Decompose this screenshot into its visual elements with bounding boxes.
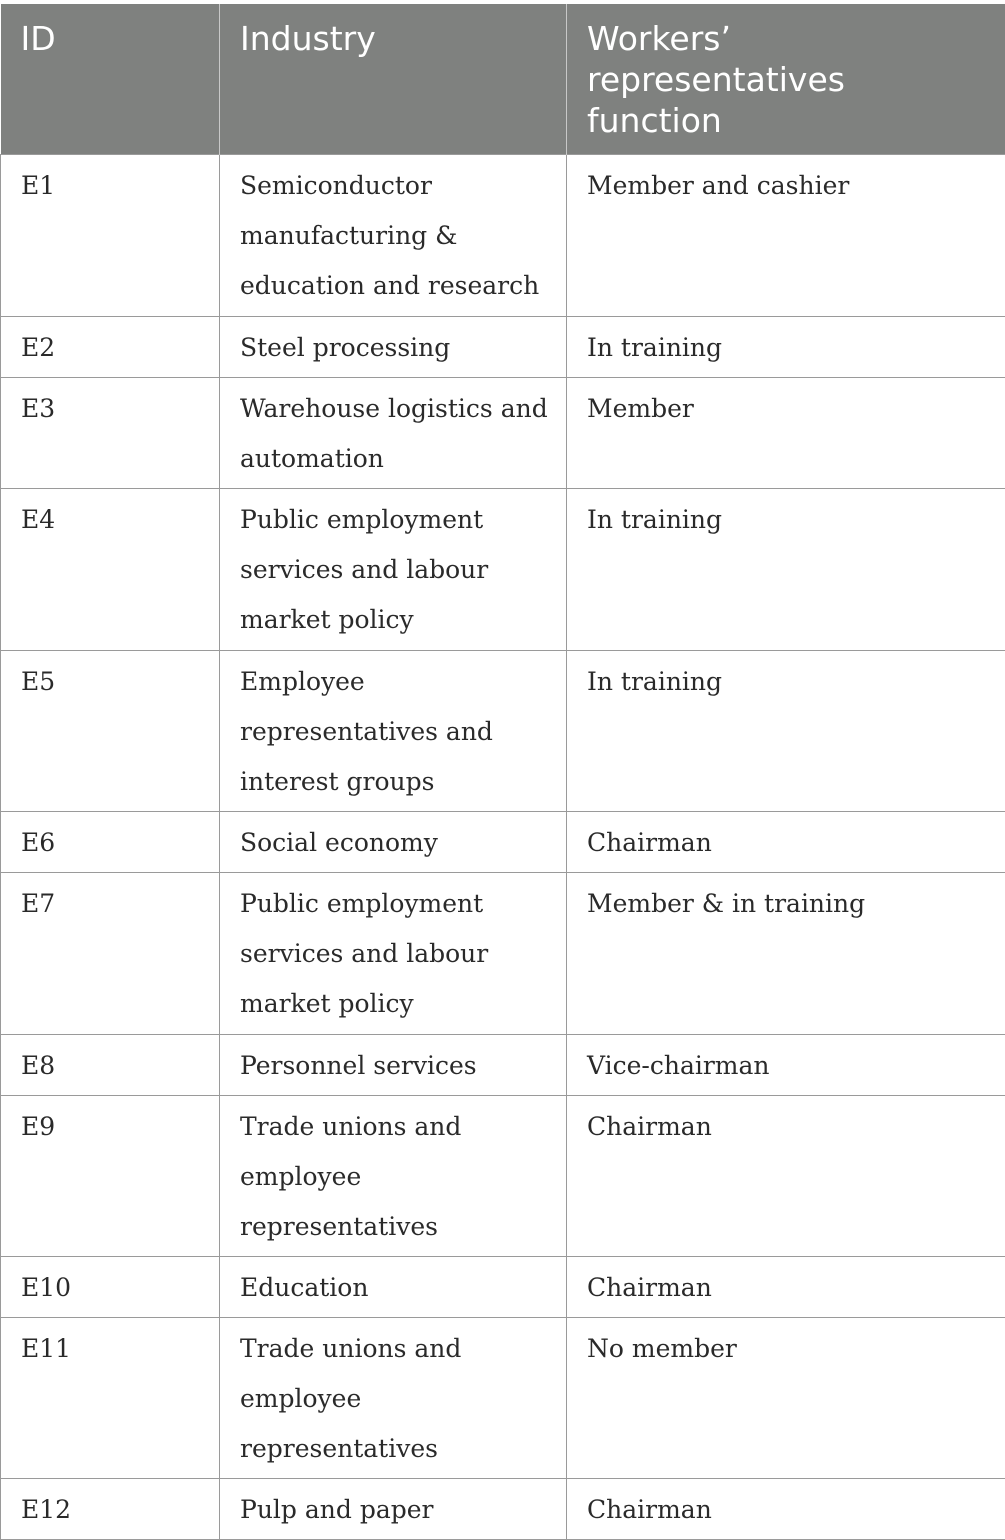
- table-row: [1, 873, 1005, 1035]
- cell-industry: Pulp and paper: [220, 1479, 567, 1540]
- cell-function: Chairman: [567, 1257, 1005, 1318]
- table-row: [1, 489, 1005, 651]
- table-row: [1, 1479, 1005, 1540]
- cell-function: Chairman: [567, 812, 1005, 873]
- cell-function: Member: [567, 378, 1005, 489]
- cell-id: E5: [1, 651, 220, 812]
- header-id: ID: [1, 4, 220, 155]
- table-row: [1, 1096, 1005, 1257]
- table-row: [1, 378, 1005, 489]
- cell-function: Vice-chairman: [567, 1035, 1005, 1096]
- cell-industry: Public employment services and labour market policy: [220, 489, 567, 651]
- cell-id: E11: [1, 1318, 220, 1479]
- cell-function: Member and cashier: [567, 155, 1005, 317]
- cell-id: E7: [1, 873, 220, 1035]
- table-header-row: [1, 4, 1005, 155]
- cell-function: Chairman: [567, 1479, 1005, 1540]
- cell-id: E1: [1, 155, 220, 317]
- cell-industry: Trade unions and employee representatives: [220, 1318, 567, 1479]
- cell-id: E10: [1, 1257, 220, 1318]
- cell-industry: Education: [220, 1257, 567, 1318]
- cell-function: In training: [567, 489, 1005, 651]
- cell-id: E8: [1, 1035, 220, 1096]
- cell-id: E6: [1, 812, 220, 873]
- table-row: [1, 1035, 1005, 1096]
- interviewee-table: [0, 4, 1005, 1540]
- table-row: [1, 812, 1005, 873]
- cell-id: E12: [1, 1479, 220, 1540]
- cell-id: E4: [1, 489, 220, 651]
- table-row: [1, 1318, 1005, 1479]
- cell-id: E2: [1, 317, 220, 378]
- cell-function: Member & in training: [567, 873, 1005, 1035]
- cell-function: In training: [567, 317, 1005, 378]
- cell-industry: Public employment services and labour market policy: [220, 873, 567, 1035]
- table-row: [1, 651, 1005, 812]
- cell-industry: Personnel services: [220, 1035, 567, 1096]
- cell-industry: Steel processing: [220, 317, 567, 378]
- table-row: [1, 155, 1005, 317]
- cell-function: No member: [567, 1318, 1005, 1479]
- table-row: [1, 1257, 1005, 1318]
- cell-industry: Employee representatives and interest groups: [220, 651, 567, 812]
- header-function: Workers’ representatives function: [567, 4, 1005, 155]
- cell-industry: Warehouse logistics and automation: [220, 378, 567, 489]
- header-industry: Industry: [220, 4, 567, 155]
- cell-industry: Semiconductor manufacturing & education and research: [220, 155, 567, 317]
- cell-id: E3: [1, 378, 220, 489]
- cell-id: E9: [1, 1096, 220, 1257]
- table-row: [1, 317, 1005, 378]
- cell-function: Chairman: [567, 1096, 1005, 1257]
- cell-industry: Social economy: [220, 812, 567, 873]
- cell-industry: Trade unions and employee representatives: [220, 1096, 567, 1257]
- cell-function: In training: [567, 651, 1005, 812]
